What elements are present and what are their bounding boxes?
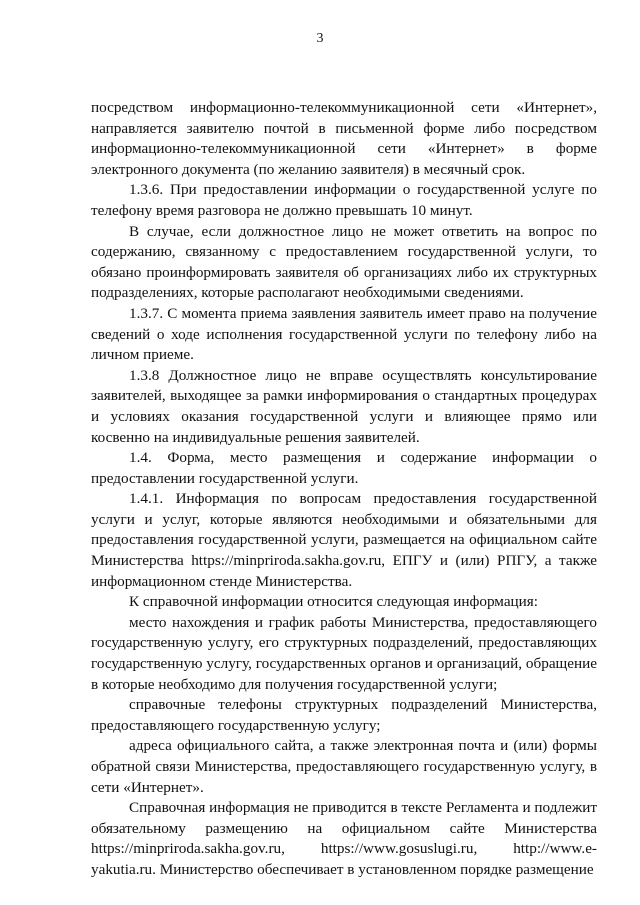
paragraph-continuation: посредством информационно-телекоммуникационной сети «Интернет», направляется заявителю почтой в письменной форме либо посредством информационно-телекоммуникационной сети «Интернет» в форме электронного документа (по желанию заявителя) в месячный срок. — [91, 99, 597, 178]
paragraph-1-3-7: 1.3.7. С момента приема заявления заявитель имеет право на получение сведений о ходе исполнения государственной услуги по телефону либо на личном приеме. — [91, 304, 597, 364]
paragraph-unanswered-question: В случае, если должностное лицо не может ответить на вопрос по содержанию, связанному с предоставлением государственной услуги, то обязано проинформировать заявителя об организациях либо их структурных подразделениях, которые располагают необходимыми сведениями. — [91, 222, 597, 302]
document-body — [91, 98, 597, 881]
paragraph-1-3-6: 1.3.6. При предоставлении информации о государственной услуге по телефону время разговора не должно превышать 10 минут. — [91, 181, 597, 219]
list-item-phones: справочные телефоны структурных подразделений Министерства, предоставляющего государственную услугу; — [91, 696, 597, 734]
page-number: 3 — [316, 31, 324, 46]
list-item-location-schedule: место нахождения и график работы Министерства, предоставляющего государственную услугу, его структурных подразделений, предоставляющих государственную услугу, государственных органов и организаций, обращение в которые необходимо для получения государственной услуги; — [91, 613, 597, 693]
paragraph-1-4: 1.4. Форма, место размещения и содержание информации о предоставлении государственной услуги. — [91, 449, 597, 487]
paragraph-1-4-1: 1.4.1. Информация по вопросам предоставления государственной услуги и услуг, которые являются необходимыми и обязательными для предоставления государственной услуги, размещается на официальном сайте Министерства https://minpriroda.sakha.gov.ru, ЕПГУ и (или) РПГУ, а также информационном стенде Министерства. — [91, 490, 597, 590]
list-item-website-email: адреса официального сайта, а также электронная почта и (или) формы обратной связи Министерства, предоставляющего государственную услугу, в сети «Интернет». — [91, 737, 597, 796]
paragraph-1-3-8: 1.3.8 Должностное лицо не вправе осуществлять консультирование заявителей, выходящее за рамки информирования о стандартных процедурах и условиях оказания государственной услуги и влияющее прямо или косвенно на индивидуальные решения заявителей. — [91, 366, 597, 446]
paragraph-reference-info-intro: К справочной информации относится следующая информация: — [129, 593, 539, 611]
paragraph-reference-placement: Справочная информация не приводится в тексте Регламента и подлежит обязательному размещению на официальном сайте Министерства https://minpriroda.sakha.gov.ru, https://www.gosuslugi.ru, http://www.e-yakutia.ru. Министерство обеспечивает в установленном порядке размещение — [91, 799, 597, 878]
